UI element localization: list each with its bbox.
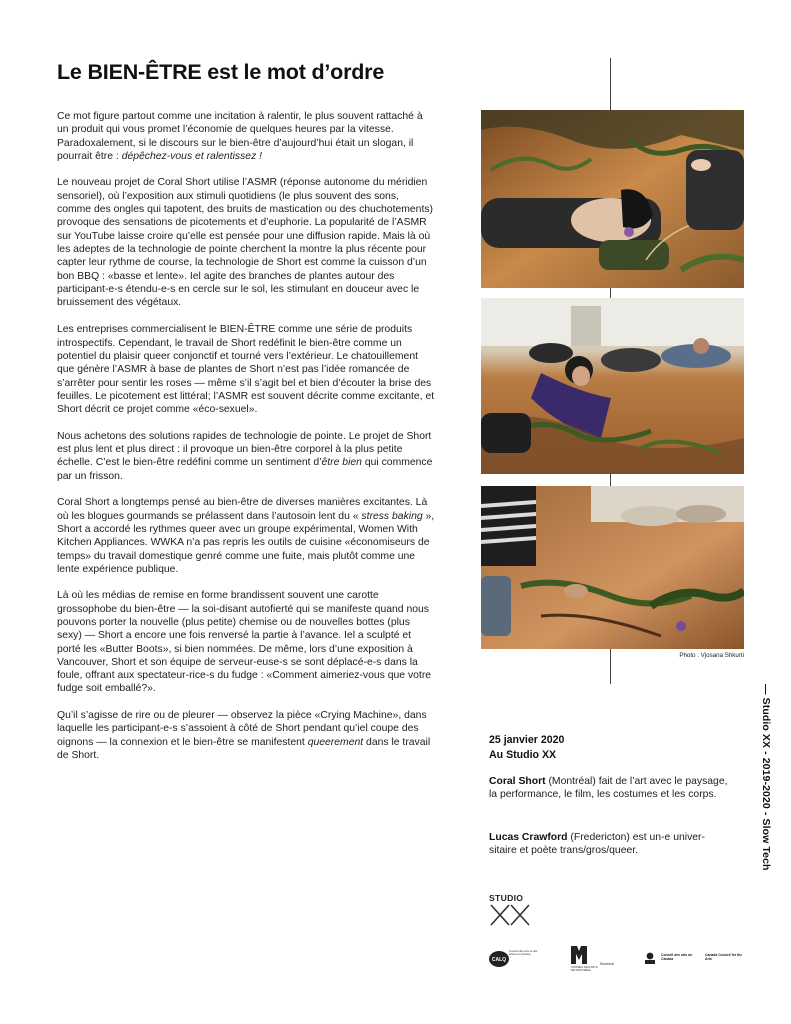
paragraph-7-before: Qu’il s’agisse de rire ou de pleurer — observez la pièce «Crying Machine», dans laquelle les participant-e-s s’assoient à côté de Short pendant qu’iel coupe des oignons — la connexion et le bien-être se manifestent <box>57 710 427 748</box>
paragraph-4-text: Nous achetons des solutions rapides de technologie de pointe. Le projet de Short est plus lent et plus direct : il provoque un bien-être corporel à la plus petite échelle. C’est le bien-être redéfini comme un sentiment d’ <box>57 430 432 469</box>
series-tag: — Studio XX - 2019-2020 - Slow Tech <box>760 684 772 871</box>
paragraph-1-emphasis: dépêchez-vous et ralentissez ! <box>121 150 263 162</box>
canada-council-en: Canada Council for the Arts <box>705 953 743 961</box>
paragraph-7-emphasis: queerement <box>307 736 364 748</box>
photo-participants-floor <box>481 298 744 474</box>
bio-text: (Montréal) fait de l’art avec le paysage, la performance, le film, les costumes et les corps. <box>489 776 728 801</box>
article-body <box>57 110 435 776</box>
paragraph-7 <box>57 709 435 762</box>
funder-logos <box>489 946 749 976</box>
paragraph-5 <box>57 496 435 576</box>
canada-council-mark-icon <box>643 952 657 966</box>
paragraph-1-text: Ce mot figure partout comme une incitation à ralentir, le plus souvent rattaché à un produit qui vous promet l’économie de quelques heures par la vitesse. Paradoxalement, si le discours sur le bien-être d’aujourd’hui était un slogan, il pourrait être : <box>57 111 423 162</box>
xx-mark-icon <box>489 903 533 927</box>
calq-mark-icon <box>489 950 509 968</box>
paragraph-7-after: dans le travail de Short. <box>57 736 431 761</box>
montreal-arts-text: CONSEIL DES ARTS DE MONTRÉAL <box>571 965 598 973</box>
event-date: 25 janvier 2020 <box>489 734 565 746</box>
paragraph-1 <box>57 110 435 163</box>
paragraph-4 <box>57 430 435 483</box>
photo-credit: Photo : Vjosana Shkurti <box>679 652 744 659</box>
event-info <box>489 733 749 762</box>
montreal-sub: Montréal <box>600 962 614 966</box>
paragraph-5-after: », Short a accordé les rythmes queer avec un groupe expérimental, Women With Kitchen Appliances. WWKA n’a pas repris les outils de cuisine «économiseurs de temps» du travail domestique genré comme une fuite, mais plutôt comme une lente expérience publique. <box>57 510 435 575</box>
paragraph-4-emphasis: être bien <box>321 457 362 469</box>
paragraph-6: Là où les médias de remise en forme brandissent souvent une carotte grossophobe du bien-être — la soi-disant autofierté qui se manifeste quand nous pouvons porter la nouvelle (plus petite) chemise ou de nouvelles bottes (plus sexy) — Short a encore une fois renversé la partie à l’avance. Iel a sculpté et porté les «Butter Boots», si bien nommées. De même, lors d’une exposition à Vancouver, Short et son équipe de serveur-euse-s se sont déplacé-e-s dans la foule, offrant aux spectateur-rice-s du fudge : «Comment aimeriez-vous que votre fudge soit emballé?». <box>57 590 432 695</box>
event-venue: Au Studio XX <box>489 748 557 761</box>
paragraph-2: Le nouveau projet de Coral Short utilise l’ASMR (réponse autonome du méridien sensoriel), où l’exposition aux stimuli quotidiens (le plus souvent des sons, comme des ongles qui tapotent, des bruits de mastication ou des chuchotements) provoque des sensations de picotements et d’euphorie. La popularité de l’ASMR sur YouTube laisse croire qu’elle est pensée pour une diffusion rapide. Mais là où les adeptes de la technologie de pointe cherchent la montre la plus récente pour capter leur rythme de course, la technologie de Short est comme la cuisson d’un bon BBQ : «basse et lente». Iel agite des branches de plantes autour des participant-e-s étendu-e-s en cercle sur le sol, les stimulant en douceur avec le bruissement des végétaux. <box>57 177 434 309</box>
bio-text: (Fredericton) est un-e universitaire et poète trans/gros/queer. <box>489 832 705 857</box>
photo-person-lying <box>481 110 744 288</box>
montreal-mark-icon <box>571 946 587 964</box>
calq-name: CALQ <box>491 957 507 963</box>
paragraph-5-before: Coral Short a longtemps pensé au bien-être de diverses manières excitantes. Là où les blogues gourmands se prélassent dans l’autosoin lent du « <box>57 497 428 522</box>
photo-hands-plants <box>481 486 744 649</box>
studio-xx-logo <box>489 893 539 933</box>
canada-council-logo <box>643 952 753 974</box>
bio-name: Lucas Crawford <box>489 832 568 843</box>
paragraph-5-emphasis: stress baking <box>358 510 423 522</box>
bio-coral-short <box>489 775 729 802</box>
calq-logo <box>489 950 537 974</box>
bio-lucas-crawford <box>489 831 729 858</box>
bio-name: Coral Short <box>489 776 546 787</box>
article-title: Le BIEN-ÊTRE est le mot d’ordre <box>57 60 385 84</box>
calq-text: Conseil des arts et des lettres du Québec <box>509 949 538 957</box>
paragraph-3: Les entreprises commercialisent le BIEN-ÊTRE comme une série de produits introspectifs. Cependant, le travail de Short redéfinit le bien-être comme un potentiel du plaisir queer conjonctif et tourné vers l’extérieur. Le chatouillement que génère l’ASMR à base de plantes de Short n’est pas l’idée romancée de s’arrêter pour sentir les roses — même s’il s’agit bel et bien d’écouter la brise des feuilles. Le picotement est littéral; l’ASMR est souvent décrite comme excitante, et Short décrit ce projet comme «éco-sexuel». <box>57 324 435 416</box>
studio-logo-text: STUDIO <box>489 893 524 903</box>
paragraph-4-after: qui commence par un frisson. <box>57 457 433 482</box>
montreal-arts-logo <box>571 946 615 976</box>
canada-council-fr: Conseil des arts du Canada <box>661 953 693 961</box>
